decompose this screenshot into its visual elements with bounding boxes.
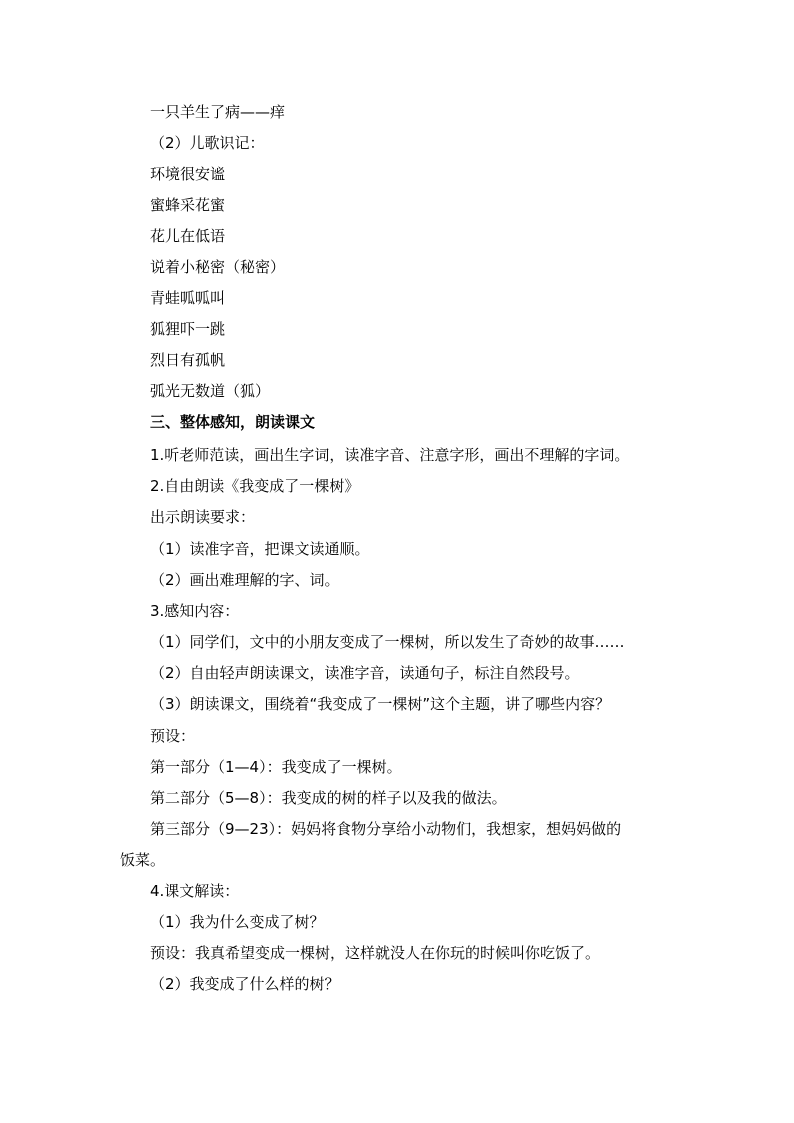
text-line: 第三部分（9—23）：妈妈将食物分享给小动物们，我想家，想妈妈做的: [150, 820, 622, 838]
text-line: 说着小秘密（秘密）: [150, 258, 286, 276]
text-line: （3）朗读课文，围绕着“我变成了一棵树”这个主题，讲了哪些内容？: [150, 695, 611, 713]
text-line: 预设：我真希望变成一棵树，这样就没人在你玩的时候叫你吃饭了。: [150, 944, 601, 962]
text-line: 弧光无数道（狐）: [150, 382, 271, 400]
text-line: 花儿在低语: [150, 227, 226, 245]
text-line: （2）我变成了什么样的树？: [150, 975, 340, 993]
text-line: （2）儿歌识记：: [150, 134, 265, 152]
text-line: 饭菜。: [120, 851, 166, 869]
text-line: 2.自由朗读《我变成了一棵树》: [150, 477, 360, 495]
text-line: 出示朗读要求：: [150, 508, 256, 526]
text-line: 青蛙呱呱叫: [150, 289, 226, 307]
text-line: 4.课文解读：: [150, 882, 240, 900]
text-line: 环境很安谧: [150, 165, 226, 183]
text-line: 预设：: [150, 727, 196, 745]
text-line: 第一部分（1—4）：我变成了一棵树。: [150, 758, 402, 776]
text-line: 烈日有孤帆: [150, 351, 226, 369]
section-heading: 三、整体感知，朗读课文: [150, 413, 316, 431]
text-line: （1）读准字音，把课文读通顺。: [150, 540, 370, 558]
text-line: 一只羊生了病——痒: [150, 103, 286, 121]
text-line: 蜜蜂采花蜜: [150, 196, 226, 214]
text-line: 1.听老师范读，画出生字词，读准字音、注意字形，画出不理解的字词。: [150, 446, 630, 464]
text-line: 3.感知内容：: [150, 602, 240, 620]
text-line: （2）画出难理解的字、词。: [150, 571, 340, 589]
text-line: （1）同学们，文中的小朋友变成了一棵树，所以发生了奇妙的故事……: [150, 633, 625, 651]
text-line: 第二部分（5—8）：我变成的树的样子以及我的做法。: [150, 789, 507, 807]
text-line: （1）我为什么变成了树？: [150, 913, 325, 931]
text-line: 狐狸吓一跳: [150, 320, 226, 338]
text-line: （2）自由轻声朗读课文，读准字音，读通句子，标注自然段号。: [150, 664, 580, 682]
